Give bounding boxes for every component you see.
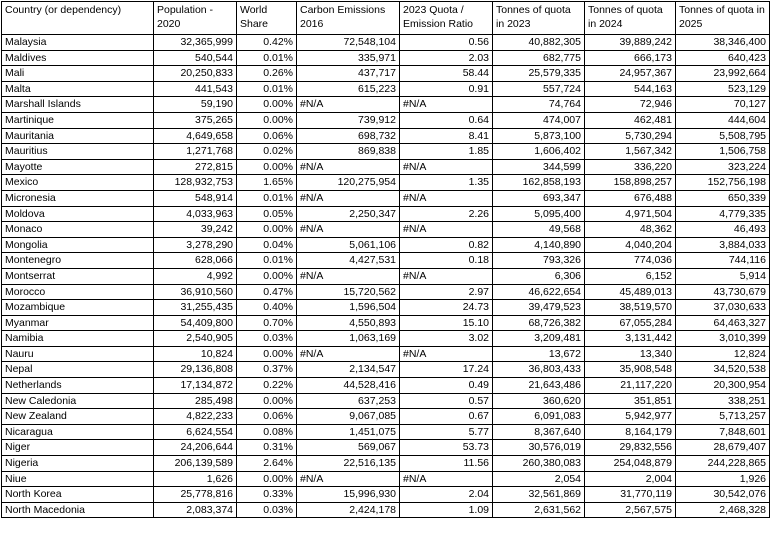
cell-col-country: Nigeria <box>2 456 154 472</box>
header-col-quota-2023: Tonnes of quota in 2023 <box>493 2 585 35</box>
cell-col-world-share: 0.31% <box>237 440 297 456</box>
table-row <box>2 175 770 191</box>
cell-col-world-share: 0.08% <box>237 424 297 440</box>
cell-col-quota-2024: 774,036 <box>585 253 676 269</box>
cell-col-population: 128,932,753 <box>154 175 237 191</box>
cell-col-quota-2025: 4,779,335 <box>676 206 770 222</box>
cell-col-quota-2024: 2,004 <box>585 471 676 487</box>
cell-col-quota-2024: 21,117,220 <box>585 378 676 394</box>
table-row <box>2 50 770 66</box>
table-row <box>2 502 770 518</box>
cell-col-population: 1,271,768 <box>154 144 237 160</box>
cell-col-carbon-emissions: 4,550,893 <box>297 315 400 331</box>
cell-col-quota-ratio: 0.56 <box>400 35 493 51</box>
cell-col-world-share: 0.00% <box>237 268 297 284</box>
cell-col-population: 1,626 <box>154 471 237 487</box>
cell-col-population: 2,083,374 <box>154 502 237 518</box>
cell-col-quota-2024: 8,164,179 <box>585 424 676 440</box>
cell-col-quota-2024: 336,220 <box>585 159 676 175</box>
cell-col-quota-ratio: #N/A <box>400 346 493 362</box>
cell-col-quota-2025: 5,713,257 <box>676 409 770 425</box>
cell-col-quota-2023: 162,858,193 <box>493 175 585 191</box>
cell-col-quota-ratio: 8.41 <box>400 128 493 144</box>
cell-col-quota-2024: 158,898,257 <box>585 175 676 191</box>
header-col-world-share: World Share <box>237 2 297 35</box>
cell-col-quota-2025: 2,468,328 <box>676 502 770 518</box>
table-row <box>2 393 770 409</box>
table-row <box>2 300 770 316</box>
cell-col-country: Mali <box>2 66 154 82</box>
cell-col-quota-ratio: 2.04 <box>400 487 493 503</box>
cell-col-quota-ratio: 3.02 <box>400 331 493 347</box>
cell-col-quota-2023: 32,561,869 <box>493 487 585 503</box>
table-row <box>2 284 770 300</box>
cell-col-population: 32,365,999 <box>154 35 237 51</box>
cell-col-quota-2025: 5,508,795 <box>676 128 770 144</box>
table-row <box>2 331 770 347</box>
table-row <box>2 471 770 487</box>
cell-col-population: 36,910,560 <box>154 284 237 300</box>
cell-col-population: 54,409,800 <box>154 315 237 331</box>
table-row <box>2 253 770 269</box>
cell-col-country: Malaysia <box>2 35 154 51</box>
cell-col-quota-2024: 13,340 <box>585 346 676 362</box>
cell-col-quota-2024: 48,362 <box>585 222 676 238</box>
cell-col-quota-2023: 5,095,400 <box>493 206 585 222</box>
cell-col-quota-ratio: #N/A <box>400 222 493 238</box>
table-row <box>2 222 770 238</box>
cell-col-quota-ratio: 0.91 <box>400 81 493 97</box>
cell-col-world-share: 0.33% <box>237 487 297 503</box>
cell-col-quota-ratio: #N/A <box>400 471 493 487</box>
cell-col-quota-ratio: #N/A <box>400 190 493 206</box>
cell-col-country: Nicaragua <box>2 424 154 440</box>
cell-col-carbon-emissions: 698,732 <box>297 128 400 144</box>
cell-col-country: Montenegro <box>2 253 154 269</box>
cell-col-quota-2023: 344,599 <box>493 159 585 175</box>
cell-col-quota-ratio: 1.35 <box>400 175 493 191</box>
cell-col-world-share: 0.00% <box>237 471 297 487</box>
cell-col-quota-2023: 21,643,486 <box>493 378 585 394</box>
cell-col-quota-2024: 4,971,504 <box>585 206 676 222</box>
cell-col-world-share: 0.06% <box>237 128 297 144</box>
cell-col-quota-2024: 544,163 <box>585 81 676 97</box>
cell-col-quota-ratio: 5.77 <box>400 424 493 440</box>
cell-col-quota-2023: 360,620 <box>493 393 585 409</box>
cell-col-quota-2025: 12,824 <box>676 346 770 362</box>
cell-col-world-share: 0.06% <box>237 409 297 425</box>
cell-col-quota-2025: 323,224 <box>676 159 770 175</box>
cell-col-quota-2023: 30,576,019 <box>493 440 585 456</box>
table-row <box>2 409 770 425</box>
cell-col-quota-2024: 72,946 <box>585 97 676 113</box>
cell-col-population: 39,242 <box>154 222 237 238</box>
cell-col-world-share: 0.01% <box>237 253 297 269</box>
cell-col-quota-2025: 20,300,954 <box>676 378 770 394</box>
table-row <box>2 440 770 456</box>
cell-col-world-share: 0.26% <box>237 66 297 82</box>
cell-col-quota-2023: 25,579,335 <box>493 66 585 82</box>
cell-col-quota-2025: 64,463,327 <box>676 315 770 331</box>
cell-col-quota-2024: 35,908,548 <box>585 362 676 378</box>
cell-col-quota-2024: 39,889,242 <box>585 35 676 51</box>
cell-col-quota-ratio: 11.56 <box>400 456 493 472</box>
cell-col-carbon-emissions: 9,067,085 <box>297 409 400 425</box>
cell-col-world-share: 0.00% <box>237 393 297 409</box>
table-row <box>2 128 770 144</box>
cell-col-quota-ratio: 53.73 <box>400 440 493 456</box>
cell-col-world-share: 0.22% <box>237 378 297 394</box>
cell-col-country: Malta <box>2 81 154 97</box>
cell-col-carbon-emissions: 1,451,075 <box>297 424 400 440</box>
cell-col-quota-2023: 8,367,640 <box>493 424 585 440</box>
table-row <box>2 346 770 362</box>
cell-col-country: Montserrat <box>2 268 154 284</box>
header-col-population: Population - 2020 <box>154 2 237 35</box>
cell-col-country: Martinique <box>2 112 154 128</box>
cell-col-world-share: 0.00% <box>237 97 297 113</box>
cell-col-quota-2024: 29,832,556 <box>585 440 676 456</box>
cell-col-quota-2024: 67,055,284 <box>585 315 676 331</box>
cell-col-quota-2023: 260,380,083 <box>493 456 585 472</box>
cell-col-carbon-emissions: 2,250,347 <box>297 206 400 222</box>
cell-col-quota-2024: 462,481 <box>585 112 676 128</box>
cell-col-quota-2025: 7,848,601 <box>676 424 770 440</box>
cell-col-quota-2023: 36,803,433 <box>493 362 585 378</box>
table-row <box>2 35 770 51</box>
cell-col-quota-ratio: #N/A <box>400 97 493 113</box>
cell-col-quota-2023: 5,873,100 <box>493 128 585 144</box>
cell-col-world-share: 0.00% <box>237 346 297 362</box>
cell-col-quota-2023: 74,764 <box>493 97 585 113</box>
cell-col-quota-2025: 650,339 <box>676 190 770 206</box>
cell-col-quota-2023: 2,054 <box>493 471 585 487</box>
cell-col-country: Moldova <box>2 206 154 222</box>
cell-col-quota-ratio: 0.49 <box>400 378 493 394</box>
cell-col-quota-2025: 244,228,865 <box>676 456 770 472</box>
cell-col-country: Monaco <box>2 222 154 238</box>
cell-col-carbon-emissions: 437,717 <box>297 66 400 82</box>
cell-col-carbon-emissions: 72,548,104 <box>297 35 400 51</box>
cell-col-carbon-emissions: #N/A <box>297 159 400 175</box>
cell-col-quota-2025: 70,127 <box>676 97 770 113</box>
cell-col-quota-2023: 49,568 <box>493 222 585 238</box>
cell-col-world-share: 0.40% <box>237 300 297 316</box>
cell-col-quota-2024: 3,131,442 <box>585 331 676 347</box>
cell-col-population: 628,066 <box>154 253 237 269</box>
cell-col-country: Niue <box>2 471 154 487</box>
cell-col-quota-2023: 6,306 <box>493 268 585 284</box>
table-row <box>2 237 770 253</box>
cell-col-quota-ratio: 1.09 <box>400 502 493 518</box>
cell-col-quota-2025: 152,756,198 <box>676 175 770 191</box>
cell-col-quota-2025: 1,506,758 <box>676 144 770 160</box>
cell-col-quota-2024: 6,152 <box>585 268 676 284</box>
cell-col-quota-2023: 682,775 <box>493 50 585 66</box>
quota-table <box>1 1 770 518</box>
table-row <box>2 268 770 284</box>
cell-col-quota-ratio: 15.10 <box>400 315 493 331</box>
cell-col-world-share: 0.00% <box>237 159 297 175</box>
cell-col-population: 4,033,963 <box>154 206 237 222</box>
cell-col-quota-2024: 351,851 <box>585 393 676 409</box>
cell-col-country: Mauritania <box>2 128 154 144</box>
cell-col-population: 59,190 <box>154 97 237 113</box>
table-row <box>2 315 770 331</box>
cell-col-quota-ratio: 2.26 <box>400 206 493 222</box>
cell-col-quota-2025: 3,010,399 <box>676 331 770 347</box>
cell-col-country: Niger <box>2 440 154 456</box>
cell-col-carbon-emissions: 869,838 <box>297 144 400 160</box>
cell-col-country: New Zealand <box>2 409 154 425</box>
cell-col-world-share: 0.47% <box>237 284 297 300</box>
table-body <box>2 35 770 518</box>
table-row <box>2 456 770 472</box>
cell-col-carbon-emissions: 637,253 <box>297 393 400 409</box>
cell-col-world-share: 0.03% <box>237 331 297 347</box>
cell-col-carbon-emissions: 2,134,547 <box>297 362 400 378</box>
cell-col-quota-ratio: #N/A <box>400 159 493 175</box>
cell-col-quota-2025: 5,914 <box>676 268 770 284</box>
cell-col-quota-2025: 43,730,679 <box>676 284 770 300</box>
cell-col-carbon-emissions: 120,275,954 <box>297 175 400 191</box>
cell-col-world-share: 0.70% <box>237 315 297 331</box>
cell-col-quota-ratio: 58.44 <box>400 66 493 82</box>
cell-col-quota-ratio: 0.57 <box>400 393 493 409</box>
cell-col-quota-2024: 5,730,294 <box>585 128 676 144</box>
header-col-country: Country (or dependency) <box>2 2 154 35</box>
cell-col-population: 10,824 <box>154 346 237 362</box>
table-row <box>2 112 770 128</box>
table-row <box>2 159 770 175</box>
header-col-quota-2024: Tonnes of quota in 2024 <box>585 2 676 35</box>
cell-col-carbon-emissions: #N/A <box>297 222 400 238</box>
cell-col-world-share: 1.65% <box>237 175 297 191</box>
cell-col-population: 31,255,435 <box>154 300 237 316</box>
cell-col-population: 441,543 <box>154 81 237 97</box>
cell-col-carbon-emissions: #N/A <box>297 268 400 284</box>
cell-col-quota-2023: 40,882,305 <box>493 35 585 51</box>
cell-col-country: Netherlands <box>2 378 154 394</box>
cell-col-population: 24,206,644 <box>154 440 237 456</box>
cell-col-quota-ratio: 0.82 <box>400 237 493 253</box>
cell-col-population: 4,992 <box>154 268 237 284</box>
cell-col-world-share: 0.04% <box>237 237 297 253</box>
cell-col-country: Mexico <box>2 175 154 191</box>
cell-col-population: 375,265 <box>154 112 237 128</box>
table-row <box>2 206 770 222</box>
header-col-quota-ratio: 2023 Quota / Emission Ratio <box>400 2 493 35</box>
cell-col-quota-2024: 31,770,119 <box>585 487 676 503</box>
cell-col-quota-2025: 338,251 <box>676 393 770 409</box>
cell-col-population: 206,139,589 <box>154 456 237 472</box>
cell-col-country: Mongolia <box>2 237 154 253</box>
cell-col-quota-2023: 13,672 <box>493 346 585 362</box>
table-row <box>2 362 770 378</box>
cell-col-quota-2023: 793,326 <box>493 253 585 269</box>
cell-col-country: North Korea <box>2 487 154 503</box>
cell-col-carbon-emissions: 335,971 <box>297 50 400 66</box>
cell-col-country: Nauru <box>2 346 154 362</box>
cell-col-quota-2024: 45,489,013 <box>585 284 676 300</box>
cell-col-country: Namibia <box>2 331 154 347</box>
cell-col-quota-2023: 4,140,890 <box>493 237 585 253</box>
cell-col-quota-ratio: #N/A <box>400 268 493 284</box>
cell-col-carbon-emissions: 615,223 <box>297 81 400 97</box>
cell-col-quota-2023: 693,347 <box>493 190 585 206</box>
cell-col-quota-2024: 666,173 <box>585 50 676 66</box>
cell-col-world-share: 0.05% <box>237 206 297 222</box>
cell-col-country: Maldives <box>2 50 154 66</box>
cell-col-carbon-emissions: 44,528,416 <box>297 378 400 394</box>
header-col-quota-2025: Tonnes of quota in 2025 <box>676 2 770 35</box>
cell-col-quota-2025: 28,679,407 <box>676 440 770 456</box>
cell-col-carbon-emissions: #N/A <box>297 97 400 113</box>
cell-col-quota-2024: 676,488 <box>585 190 676 206</box>
cell-col-world-share: 0.42% <box>237 35 297 51</box>
cell-col-quota-2024: 38,519,570 <box>585 300 676 316</box>
table-row <box>2 378 770 394</box>
cell-col-quota-2023: 2,631,562 <box>493 502 585 518</box>
cell-col-population: 2,540,905 <box>154 331 237 347</box>
cell-col-quota-ratio: 0.67 <box>400 409 493 425</box>
cell-col-country: Mayotte <box>2 159 154 175</box>
cell-col-carbon-emissions: 22,516,135 <box>297 456 400 472</box>
cell-col-country: New Caledonia <box>2 393 154 409</box>
cell-col-carbon-emissions: 1,596,504 <box>297 300 400 316</box>
cell-col-population: 29,136,808 <box>154 362 237 378</box>
cell-col-quota-2025: 444,604 <box>676 112 770 128</box>
table-row <box>2 97 770 113</box>
cell-col-world-share: 0.37% <box>237 362 297 378</box>
cell-col-quota-2023: 474,007 <box>493 112 585 128</box>
cell-col-quota-ratio: 1.85 <box>400 144 493 160</box>
cell-col-carbon-emissions: 4,427,531 <box>297 253 400 269</box>
cell-col-country: Myanmar <box>2 315 154 331</box>
cell-col-quota-2024: 24,957,367 <box>585 66 676 82</box>
cell-col-world-share: 2.64% <box>237 456 297 472</box>
table-row <box>2 424 770 440</box>
cell-col-population: 548,914 <box>154 190 237 206</box>
cell-col-quota-2024: 2,567,575 <box>585 502 676 518</box>
cell-col-carbon-emissions: 739,912 <box>297 112 400 128</box>
cell-col-world-share: 0.01% <box>237 50 297 66</box>
cell-col-population: 272,815 <box>154 159 237 175</box>
cell-col-quota-2025: 30,542,076 <box>676 487 770 503</box>
cell-col-population: 3,278,290 <box>154 237 237 253</box>
table-row <box>2 144 770 160</box>
cell-col-country: Micronesia <box>2 190 154 206</box>
cell-col-population: 4,649,658 <box>154 128 237 144</box>
cell-col-quota-2025: 23,992,664 <box>676 66 770 82</box>
cell-col-world-share: 0.00% <box>237 222 297 238</box>
cell-col-world-share: 0.03% <box>237 502 297 518</box>
cell-col-quota-2025: 3,884,033 <box>676 237 770 253</box>
cell-col-world-share: 0.02% <box>237 144 297 160</box>
cell-col-country: Morocco <box>2 284 154 300</box>
cell-col-population: 540,544 <box>154 50 237 66</box>
cell-col-quota-ratio: 2.03 <box>400 50 493 66</box>
cell-col-population: 285,498 <box>154 393 237 409</box>
cell-col-quota-2023: 68,726,382 <box>493 315 585 331</box>
cell-col-carbon-emissions: #N/A <box>297 190 400 206</box>
cell-col-quota-2025: 640,423 <box>676 50 770 66</box>
cell-col-carbon-emissions: 5,061,106 <box>297 237 400 253</box>
cell-col-population: 4,822,233 <box>154 409 237 425</box>
cell-col-quota-2024: 1,567,342 <box>585 144 676 160</box>
cell-col-carbon-emissions: 15,996,930 <box>297 487 400 503</box>
header-row <box>2 2 770 35</box>
cell-col-quota-2025: 37,030,633 <box>676 300 770 316</box>
header-col-carbon-emissions: Carbon Emissions 2016 <box>297 2 400 35</box>
cell-col-quota-ratio: 17.24 <box>400 362 493 378</box>
table-row <box>2 66 770 82</box>
table-row <box>2 487 770 503</box>
cell-col-quota-ratio: 24.73 <box>400 300 493 316</box>
cell-col-population: 6,624,554 <box>154 424 237 440</box>
cell-col-quota-2025: 34,520,538 <box>676 362 770 378</box>
cell-col-quota-2025: 744,116 <box>676 253 770 269</box>
cell-col-country: Nepal <box>2 362 154 378</box>
cell-col-quota-ratio: 0.64 <box>400 112 493 128</box>
cell-col-carbon-emissions: 1,063,169 <box>297 331 400 347</box>
cell-col-carbon-emissions: 2,424,178 <box>297 502 400 518</box>
cell-col-quota-2023: 557,724 <box>493 81 585 97</box>
cell-col-quota-2023: 46,622,654 <box>493 284 585 300</box>
cell-col-carbon-emissions: #N/A <box>297 346 400 362</box>
cell-col-quota-2025: 1,926 <box>676 471 770 487</box>
cell-col-world-share: 0.01% <box>237 81 297 97</box>
cell-col-quota-2023: 3,209,481 <box>493 331 585 347</box>
table-row <box>2 81 770 97</box>
cell-col-quota-2024: 4,040,204 <box>585 237 676 253</box>
cell-col-world-share: 0.00% <box>237 112 297 128</box>
cell-col-population: 20,250,833 <box>154 66 237 82</box>
cell-col-quota-2024: 5,942,977 <box>585 409 676 425</box>
cell-col-country: Marshall Islands <box>2 97 154 113</box>
cell-col-country: North Macedonia <box>2 502 154 518</box>
cell-col-quota-2025: 38,346,400 <box>676 35 770 51</box>
cell-col-world-share: 0.01% <box>237 190 297 206</box>
cell-col-country: Mauritius <box>2 144 154 160</box>
cell-col-carbon-emissions: 15,720,562 <box>297 284 400 300</box>
cell-col-quota-2023: 39,479,523 <box>493 300 585 316</box>
cell-col-carbon-emissions: 569,067 <box>297 440 400 456</box>
cell-col-quota-2023: 1,606,402 <box>493 144 585 160</box>
cell-col-country: Mozambique <box>2 300 154 316</box>
cell-col-quota-2024: 254,048,879 <box>585 456 676 472</box>
cell-col-quota-ratio: 0.18 <box>400 253 493 269</box>
table-row <box>2 190 770 206</box>
cell-col-population: 25,778,816 <box>154 487 237 503</box>
cell-col-quota-2025: 523,129 <box>676 81 770 97</box>
cell-col-carbon-emissions: #N/A <box>297 471 400 487</box>
cell-col-quota-ratio: 2.97 <box>400 284 493 300</box>
cell-col-quota-2025: 46,493 <box>676 222 770 238</box>
cell-col-population: 17,134,872 <box>154 378 237 394</box>
cell-col-quota-2023: 6,091,083 <box>493 409 585 425</box>
